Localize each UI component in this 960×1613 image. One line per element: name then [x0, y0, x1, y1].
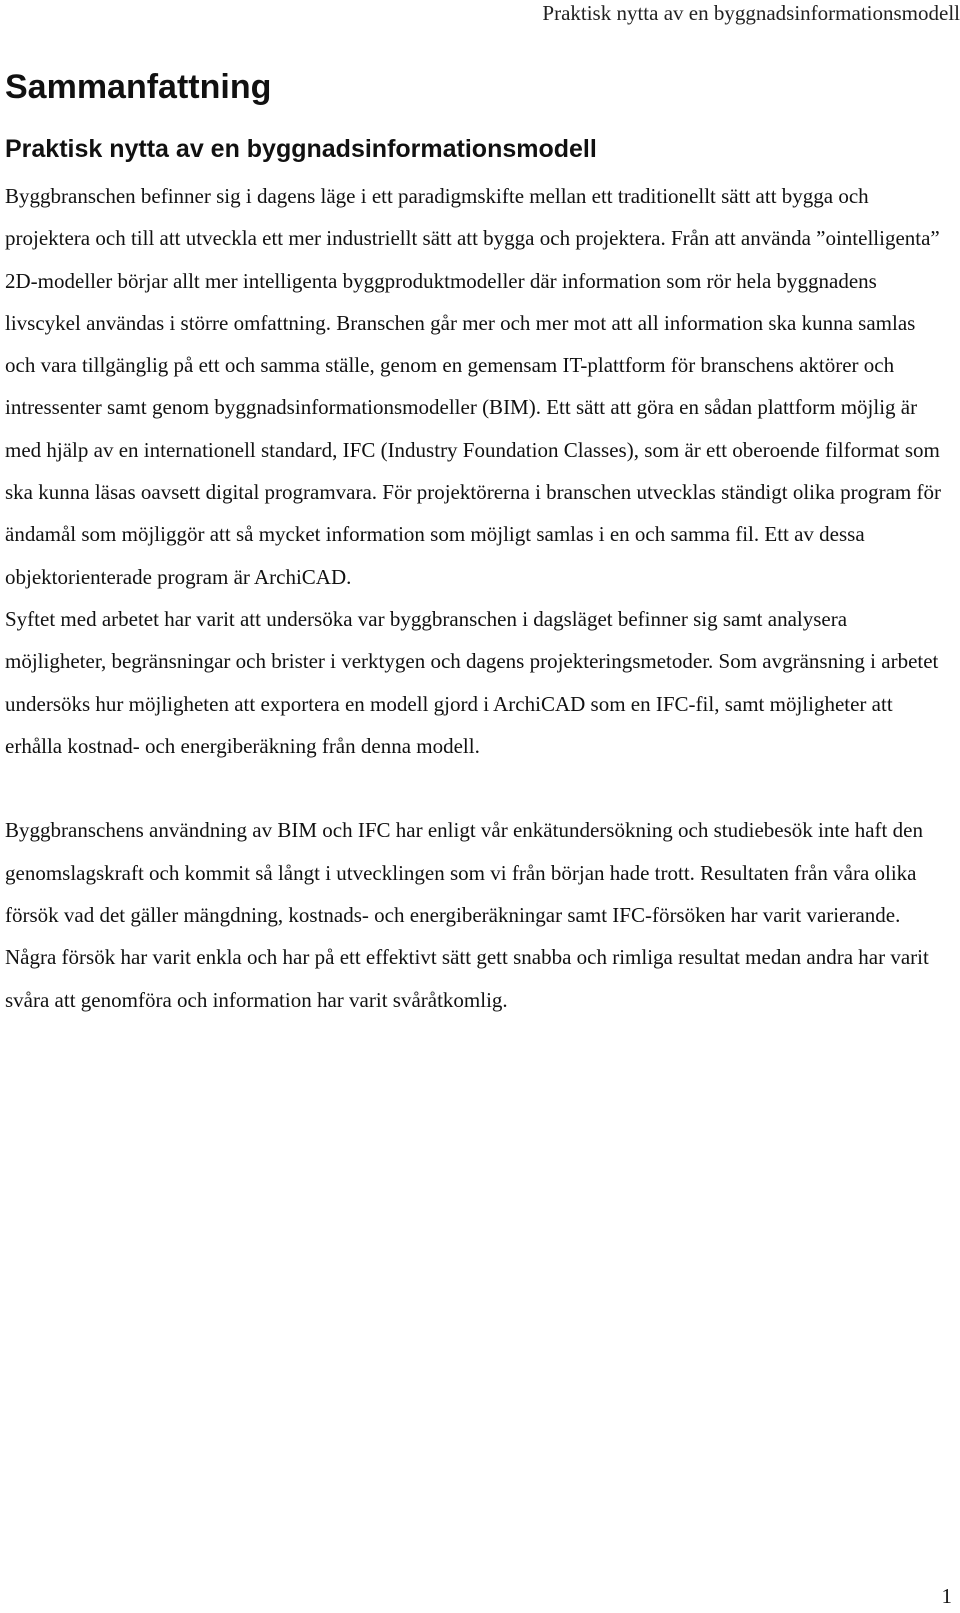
paragraph-purpose: Syftet med arbetet har varit att undersöka var byggbranschen i dagsläget befinner sig samt analysera möjligheter, begränsningar och brister i verktygen och dagens projekteringsmetoder. Som avgränsning i arbetet undersöks hur möjligheten att exportera en modell gjord i ArchiCAD som en IFC-fil, samt möjligheter att erhålla kostnad- och energiberäkning från denna modell.	[5, 606, 939, 758]
summary-body	[5, 175, 945, 1021]
document-subtitle: Praktisk nytta av en byggnadsinformationsmodell	[5, 135, 597, 163]
page-number: 1	[941, 1584, 952, 1608]
running-header: Praktisk nytta av en byggnadsinformationsmodell	[542, 1, 960, 25]
paragraph-results: Byggbranschens användning av BIM och IFC har enligt vår enkätundersökning och studiebesök inte haft den genomslagskraft och kommit så långt i utvecklingen som vi från början hade trott. Resultaten från våra olika försök vad det gäller mängdning, kostnads- och energiberäkningar samt IFC-försöken har varit varierande. Några försök har varit enkla och har på ett effektivt sätt gett snabba och rimliga resultat medan andra har varit svåra att genomföra och information har varit svåråtkomlig.	[5, 818, 929, 1012]
page-title: Sammanfattning	[5, 68, 272, 106]
paragraph-background: Byggbranschen befinner sig i dagens läge i ett paradigmskifte mellan ett traditionellt sätt att bygga och projektera och till att utveckla ett mer industriellt sätt att bygga och projektera. Från att använda ”ointelligenta” 2D-modeller börjar allt mer intelligenta byggproduktmodeller där information som rör hela byggnadens livscykel användas i större omfattning. Branschen går mer och mer mot att all information ska kunna samlas och vara tillgänglig på ett och samma ställe, genom en gemensam IT-plattform för branschens aktörer och intressenter samt genom byggnadsinformationsmodeller (BIM). Ett sätt att göra en sådan plattform möjlig är med hjälp av en internationell standard, IFC (Industry Foundation Classes), som är ett oberoende filformat som ska kunna läsas oavsett digital programvara. För projektörerna i branschen utvecklas ständigt olika program för ändamål som möjliggör att så mycket information som möjligt samlas i en och samma fil. Ett av dessa objektorienterade program är ArchiCAD.	[5, 184, 941, 589]
